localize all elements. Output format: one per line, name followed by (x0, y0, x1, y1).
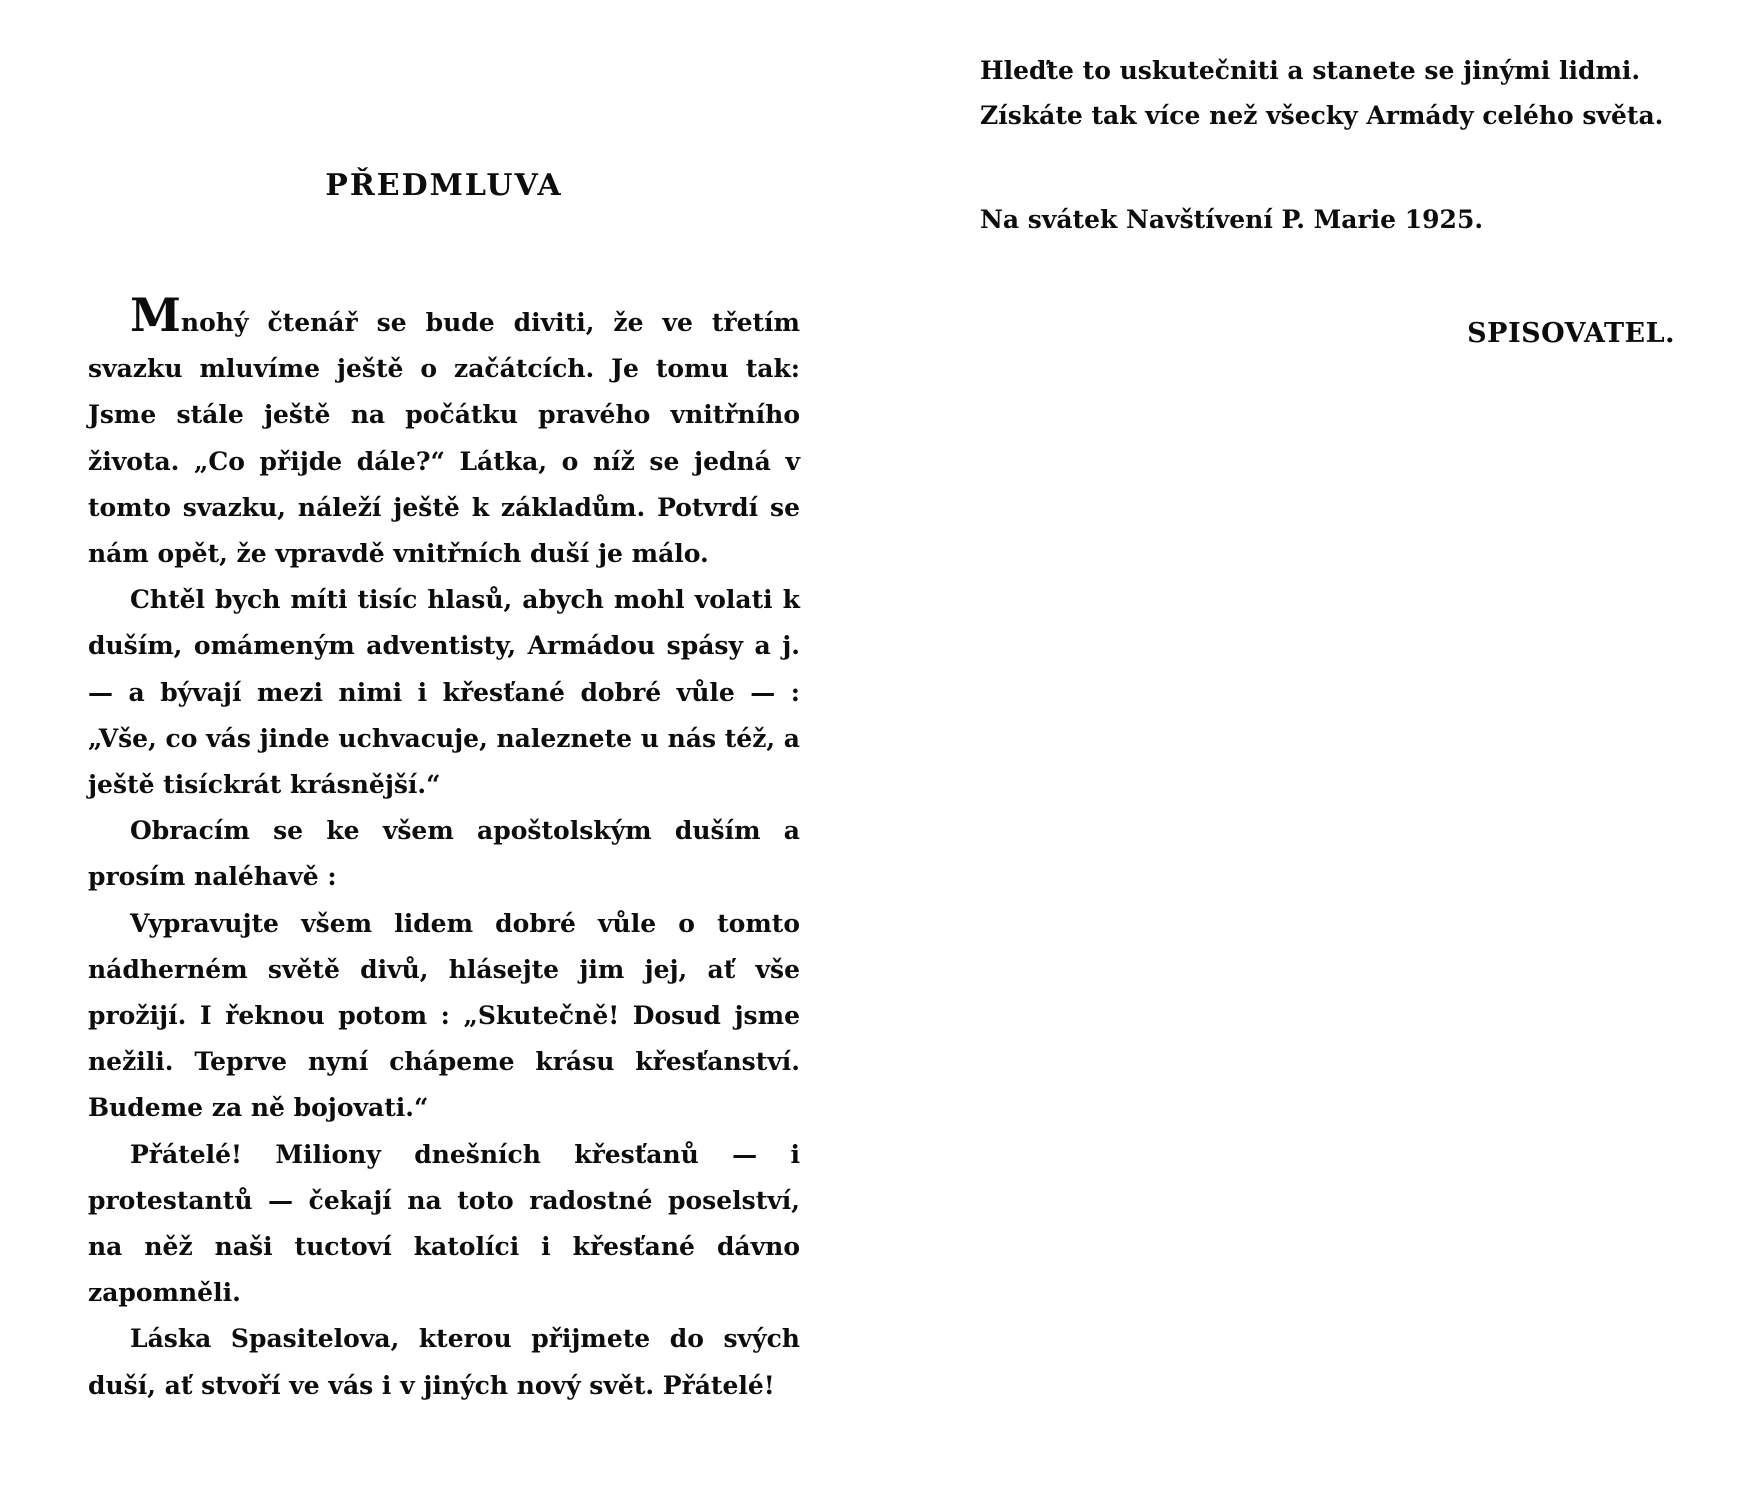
paragraph-1-text: nohý čtenář se bude diviti, že ve třetím svazku mluvíme ještě o začátcích. Je tomu tak: Jsme stále ještě na počátku pravého vnitřního života. „Co přijde dále?“ Látka, o níž se jedná v tomto svazku, náleží ještě k základům. Potvrdí se nám opět, že vpravdě vnitřních duší je málo. (88, 308, 800, 569)
closing-line-1: Hleďte to uskutečniti a stanete se jinými lidmi. (980, 56, 1641, 85)
closing-text (980, 48, 1675, 138)
paragraph-4: Vypravujte všem lidem dobré vůle o tomto nádherném světě divů, hlásejte jim jej, ať vše prožijí. I řeknou potom : „Skutečně! Dosud jsme nežili. Teprve nyní chápeme krásu křesťanství. Budeme za ně bojovati.“ (88, 908, 800, 1123)
paragraph-3: Obracím se ke všem apoštolským duším a prosím naléhavě : (88, 816, 800, 892)
preface-body (88, 288, 800, 1409)
paragraph-6: Láska Spasitelova, kterou přijmete do svých duší, ať stvoří ve vás i v jiných nový svět. Přátelé! (88, 1324, 800, 1400)
drop-cap: M (130, 288, 181, 342)
paragraph-5: Přátelé! Miliony dnešních křesťanů — i protestantů — čekají na toto radostné poselství, na něž naši tuctoví katolíci i křesťané dávno zapomněli. (88, 1139, 800, 1308)
paragraph-2: Chtěl bych míti tisíc hlasů, abych mohl volati k duším, omámeným adventisty, Armádou spásy a j. — a bývají mezi nimi i křesťané dobré vůle — : „Vše, co vás jinde uchvacuje, naleznete u nás též, a ještě tisíckrát krásnější.“ (88, 585, 800, 800)
date-line: Na svátek Navštívení P. Marie 1925. (980, 205, 1484, 234)
paragraph-1 (88, 288, 800, 577)
page-heading: PŘEDMLUVA (325, 168, 563, 203)
closing-line-2: Získáte tak více než všecky Armády celého světa. (980, 101, 1664, 130)
signature: SPISOVATEL. (1467, 318, 1675, 349)
